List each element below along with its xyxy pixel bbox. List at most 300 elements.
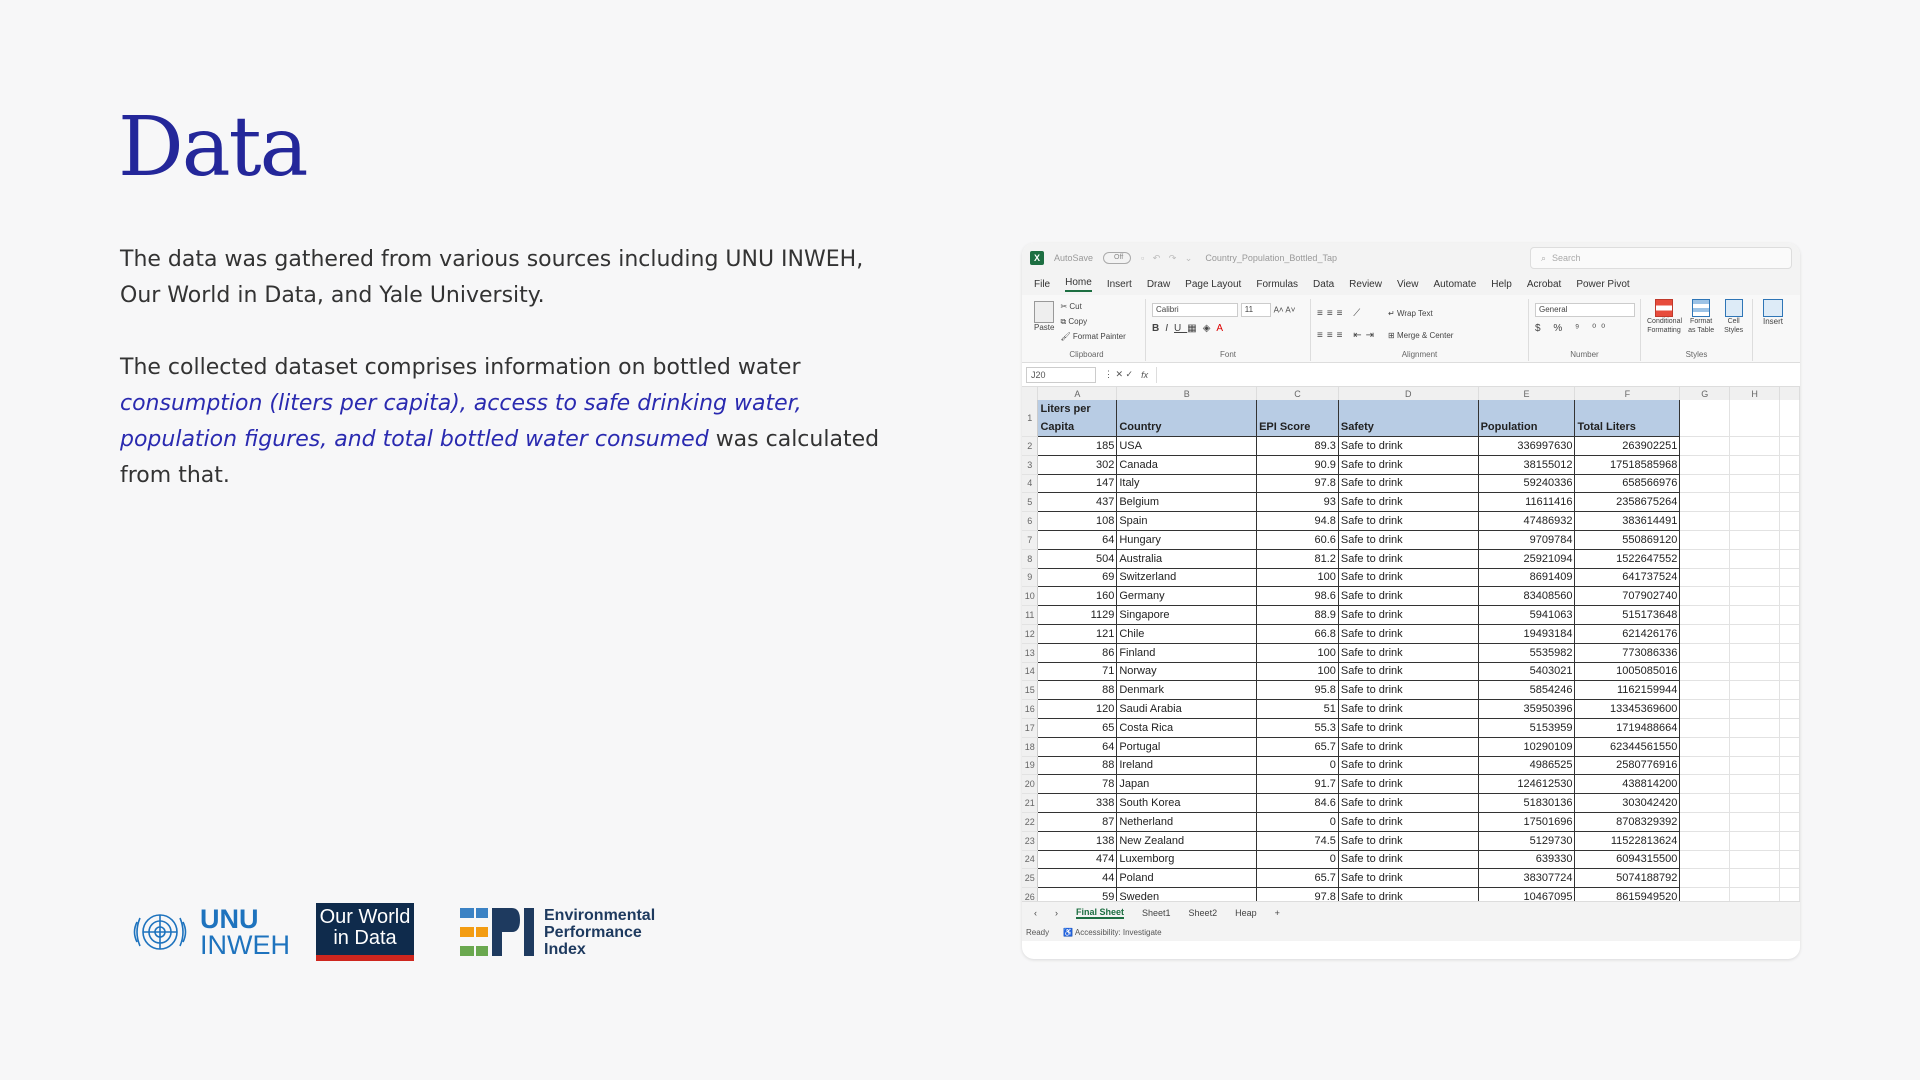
table-cell[interactable]: Hungary (1117, 530, 1257, 549)
table-cell[interactable]: Safe to drink (1338, 794, 1478, 813)
font-color-icon[interactable]: A (1216, 323, 1230, 334)
table-cell[interactable]: Luxemborg (1117, 850, 1257, 869)
empty-cell[interactable] (1730, 606, 1780, 625)
paste-button[interactable] (1034, 299, 1054, 344)
empty-cell[interactable] (1730, 530, 1780, 549)
empty-cell[interactable] (1779, 455, 1799, 474)
empty-cell[interactable] (1730, 474, 1780, 493)
table-cell[interactable]: 66.8 (1257, 624, 1339, 643)
empty-cell[interactable] (1779, 474, 1799, 493)
table-cell[interactable]: 120 (1038, 700, 1117, 719)
empty-cell[interactable] (1779, 718, 1799, 737)
table-cell[interactable]: Safe to drink (1338, 643, 1478, 662)
empty-cell[interactable] (1730, 493, 1780, 512)
row-number[interactable]: 16 (1022, 700, 1038, 719)
table-cell[interactable]: Chile (1117, 624, 1257, 643)
font-format-buttons[interactable] (1152, 323, 1304, 334)
table-cell[interactable]: 90.9 (1257, 455, 1339, 474)
table-cell[interactable]: Safe to drink (1338, 850, 1478, 869)
cancel-icon[interactable]: ⋮ ✕ ✓ (1104, 369, 1134, 379)
empty-cell[interactable] (1730, 794, 1780, 813)
table-cell[interactable]: Switzerland (1117, 568, 1257, 587)
table-cell[interactable]: Norway (1117, 662, 1257, 681)
table-cell[interactable]: Safe to drink (1338, 681, 1478, 700)
font-name-select[interactable]: Calibri (1152, 303, 1238, 317)
autosave-toggle[interactable]: Off (1103, 252, 1131, 264)
table-cell[interactable]: 147 (1038, 474, 1117, 493)
table-cell[interactable]: 55.3 (1257, 718, 1339, 737)
empty-cell[interactable] (1680, 400, 1730, 437)
table-cell[interactable]: 121 (1038, 624, 1117, 643)
table-cell[interactable]: 95.8 (1257, 681, 1339, 700)
table-cell[interactable]: Spain (1117, 512, 1257, 531)
table-cell[interactable]: Safe to drink (1338, 455, 1478, 474)
table-cell[interactable]: 59240336 (1478, 474, 1575, 493)
table-cell[interactable]: 5074188792 (1575, 869, 1680, 888)
table-cell[interactable]: 65.7 (1257, 869, 1339, 888)
empty-cell[interactable] (1730, 437, 1780, 456)
insert-cells-icon[interactable] (1763, 299, 1783, 317)
table-cell[interactable]: 160 (1038, 587, 1117, 606)
column-header-d[interactable]: D (1338, 387, 1478, 400)
row-number[interactable]: 14 (1022, 662, 1038, 681)
table-cell[interactable]: 13345369600 (1575, 700, 1680, 719)
table-cell[interactable]: 69 (1038, 568, 1117, 587)
column-header-b[interactable]: B (1117, 387, 1257, 400)
table-cell[interactable]: Netherland (1117, 812, 1257, 831)
row-number[interactable]: 18 (1022, 737, 1038, 756)
empty-cell[interactable] (1730, 549, 1780, 568)
empty-cell[interactable] (1680, 662, 1730, 681)
table-cell[interactable]: 1129 (1038, 606, 1117, 625)
empty-cell[interactable] (1730, 812, 1780, 831)
search-box[interactable] (1530, 247, 1792, 269)
table-cell[interactable]: 4986525 (1478, 756, 1575, 775)
table-cell[interactable]: Portugal (1117, 737, 1257, 756)
empty-cell[interactable] (1680, 512, 1730, 531)
wrap-text-button[interactable] (1388, 303, 1453, 325)
row-number[interactable]: 23 (1022, 831, 1038, 850)
table-cell[interactable]: 65 (1038, 718, 1117, 737)
table-cell[interactable]: 1522647552 (1575, 549, 1680, 568)
ribbon-tab-acrobat[interactable]: Acrobat (1526, 278, 1562, 290)
table-cell[interactable]: Safe to drink (1338, 530, 1478, 549)
empty-cell[interactable] (1779, 756, 1799, 775)
row-number[interactable]: 4 (1022, 474, 1038, 493)
row-number[interactable]: 1 (1022, 400, 1038, 437)
column-header-e[interactable]: E (1478, 387, 1575, 400)
table-cell[interactable]: 707902740 (1575, 587, 1680, 606)
empty-cell[interactable] (1730, 643, 1780, 662)
empty-cell[interactable] (1730, 662, 1780, 681)
row-number[interactable]: 21 (1022, 794, 1038, 813)
empty-cell[interactable] (1730, 831, 1780, 850)
table-cell[interactable]: 59 (1038, 888, 1117, 901)
sheet-tab-heap[interactable]: Heap (1235, 907, 1257, 918)
table-cell[interactable]: 5535982 (1478, 643, 1575, 662)
table-cell[interactable]: 89.3 (1257, 437, 1339, 456)
table-cell[interactable]: 124612530 (1478, 775, 1575, 794)
row-number[interactable]: 26 (1022, 888, 1038, 901)
empty-cell[interactable] (1680, 831, 1730, 850)
empty-cell[interactable] (1680, 888, 1730, 901)
empty-cell[interactable] (1680, 530, 1730, 549)
table-cell[interactable]: 97.8 (1257, 888, 1339, 901)
table-cell[interactable]: 71 (1038, 662, 1117, 681)
row-number[interactable]: 10 (1022, 587, 1038, 606)
row-number[interactable]: 12 (1022, 624, 1038, 643)
table-cell[interactable]: 86 (1038, 643, 1117, 662)
table-cell[interactable]: 84.6 (1257, 794, 1339, 813)
column-header-g[interactable]: G (1680, 387, 1730, 400)
empty-cell[interactable] (1730, 869, 1780, 888)
table-cell[interactable]: 1719488664 (1575, 718, 1680, 737)
empty-cell[interactable] (1680, 474, 1730, 493)
empty-cell[interactable] (1779, 624, 1799, 643)
empty-cell[interactable] (1779, 587, 1799, 606)
empty-cell[interactable] (1680, 812, 1730, 831)
empty-cell[interactable] (1680, 549, 1730, 568)
table-cell[interactable]: Safe to drink (1338, 756, 1478, 775)
table-cell[interactable]: 2358675264 (1575, 493, 1680, 512)
empty-cell[interactable] (1779, 869, 1799, 888)
table-cell[interactable]: Safe to drink (1338, 474, 1478, 493)
table-cell[interactable]: 773086336 (1575, 643, 1680, 662)
merge-center-button[interactable] (1388, 325, 1453, 347)
table-cell[interactable]: 38307724 (1478, 869, 1575, 888)
row-number[interactable]: 7 (1022, 530, 1038, 549)
table-cell[interactable]: Denmark (1117, 681, 1257, 700)
table-cell[interactable]: Safe to drink (1338, 888, 1478, 901)
empty-cell[interactable] (1730, 681, 1780, 700)
row-number[interactable]: 15 (1022, 681, 1038, 700)
empty-cell[interactable] (1680, 587, 1730, 606)
table-cell[interactable]: 83408560 (1478, 587, 1575, 606)
empty-cell[interactable] (1730, 568, 1780, 587)
bold-icon[interactable]: B (1152, 323, 1166, 334)
empty-cell[interactable] (1779, 681, 1799, 700)
table-cell[interactable]: 8708329392 (1575, 812, 1680, 831)
table-cell[interactable]: Safe to drink (1338, 568, 1478, 587)
empty-cell[interactable] (1680, 493, 1730, 512)
header-cell[interactable]: Safety (1338, 400, 1478, 437)
table-cell[interactable]: 87 (1038, 812, 1117, 831)
table-cell[interactable]: 5941063 (1478, 606, 1575, 625)
ribbon-tab-file[interactable]: File (1034, 278, 1051, 290)
empty-cell[interactable] (1680, 624, 1730, 643)
table-cell[interactable]: 302 (1038, 455, 1117, 474)
table-cell[interactable]: 51 (1257, 700, 1339, 719)
empty-cell[interactable] (1779, 549, 1799, 568)
fx-icon[interactable]: fx (1141, 369, 1149, 380)
empty-cell[interactable] (1779, 493, 1799, 512)
table-cell[interactable]: 621426176 (1575, 624, 1680, 643)
table-cell[interactable]: 78 (1038, 775, 1117, 794)
table-cell[interactable]: 2580776916 (1575, 756, 1680, 775)
italic-icon[interactable]: I (1165, 323, 1175, 334)
empty-cell[interactable] (1779, 831, 1799, 850)
empty-cell[interactable] (1779, 812, 1799, 831)
accessibility-status[interactable] (1063, 928, 1161, 937)
cut-button[interactable] (1060, 299, 1125, 314)
row-number[interactable]: 17 (1022, 718, 1038, 737)
table-cell[interactable]: Safe to drink (1338, 775, 1478, 794)
grow-font-icon[interactable]: A˄ A˅ (1273, 305, 1296, 315)
prev-sheet-icon[interactable]: ‹ (1034, 907, 1037, 918)
ribbon-tab-insert[interactable]: Insert (1106, 278, 1132, 290)
table-cell[interactable]: 5403021 (1478, 662, 1575, 681)
table-cell[interactable]: Canada (1117, 455, 1257, 474)
table-cell[interactable]: 64 (1038, 530, 1117, 549)
table-cell[interactable]: South Korea (1117, 794, 1257, 813)
table-cell[interactable]: 44 (1038, 869, 1117, 888)
table-cell[interactable]: 0 (1257, 756, 1339, 775)
table-cell[interactable]: 17518585968 (1575, 455, 1680, 474)
header-cell[interactable]: Population (1478, 400, 1575, 437)
column-header-a[interactable]: A (1038, 387, 1117, 400)
name-box[interactable]: J20 (1026, 367, 1096, 383)
empty-cell[interactable] (1680, 437, 1730, 456)
table-cell[interactable]: Finland (1117, 643, 1257, 662)
empty-cell[interactable] (1680, 643, 1730, 662)
table-cell[interactable]: 35950396 (1478, 700, 1575, 719)
ribbon-tab-page-layout[interactable]: Page Layout (1185, 278, 1242, 290)
empty-cell[interactable] (1680, 606, 1730, 625)
table-cell[interactable]: 263902251 (1575, 437, 1680, 456)
empty-cell[interactable] (1730, 624, 1780, 643)
table-cell[interactable]: 93 (1257, 493, 1339, 512)
table-cell[interactable]: Safe to drink (1338, 624, 1478, 643)
table-cell[interactable]: Costa Rica (1117, 718, 1257, 737)
table-cell[interactable]: 1162159944 (1575, 681, 1680, 700)
empty-cell[interactable] (1730, 400, 1780, 437)
number-format-select[interactable]: General (1535, 303, 1635, 317)
header-cell[interactable]: EPI Score (1257, 400, 1339, 437)
table-cell[interactable]: USA (1117, 437, 1257, 456)
table-cell[interactable]: 8615949520 (1575, 888, 1680, 901)
table-cell[interactable]: Ireland (1117, 756, 1257, 775)
table-cell[interactable]: Saudi Arabia (1117, 700, 1257, 719)
table-cell[interactable]: 658566976 (1575, 474, 1680, 493)
table-cell[interactable]: 550869120 (1575, 530, 1680, 549)
ribbon-tab-power-pivot[interactable]: Power Pivot (1576, 278, 1630, 290)
table-cell[interactable]: 62344561550 (1575, 737, 1680, 756)
table-cell[interactable]: Safe to drink (1338, 587, 1478, 606)
border-icon[interactable]: ▦ (1187, 323, 1203, 334)
row-number[interactable]: 2 (1022, 437, 1038, 456)
format-painter-button[interactable] (1060, 329, 1125, 344)
table-cell[interactable]: 10467095 (1478, 888, 1575, 901)
sheet-tab-final-sheet[interactable]: Final Sheet (1076, 906, 1125, 917)
empty-cell[interactable] (1730, 888, 1780, 901)
table-cell[interactable]: 19493184 (1478, 624, 1575, 643)
table-cell[interactable]: 100 (1257, 662, 1339, 681)
row-number[interactable]: 9 (1022, 568, 1038, 587)
table-cell[interactable]: 97.8 (1257, 474, 1339, 493)
empty-cell[interactable] (1779, 700, 1799, 719)
column-header-c[interactable]: C (1257, 387, 1339, 400)
table-cell[interactable]: 98.6 (1257, 587, 1339, 606)
quick-access-icons[interactable]: ▫ ↶ ↷ ⌄ (1141, 252, 1196, 263)
table-cell[interactable]: 65.7 (1257, 737, 1339, 756)
table-cell[interactable]: Germany (1117, 587, 1257, 606)
table-cell[interactable]: 11522813624 (1575, 831, 1680, 850)
row-number[interactable]: 20 (1022, 775, 1038, 794)
table-cell[interactable]: Safe to drink (1338, 700, 1478, 719)
row-number[interactable]: 19 (1022, 756, 1038, 775)
empty-cell[interactable] (1730, 756, 1780, 775)
table-cell[interactable]: 91.7 (1257, 775, 1339, 794)
table-cell[interactable]: 185 (1038, 437, 1117, 456)
row-number[interactable]: 3 (1022, 455, 1038, 474)
table-cell[interactable]: New Zealand (1117, 831, 1257, 850)
table-cell[interactable]: 5153959 (1478, 718, 1575, 737)
empty-cell[interactable] (1730, 775, 1780, 794)
empty-cell[interactable] (1779, 662, 1799, 681)
ribbon-tab-data[interactable]: Data (1313, 278, 1335, 290)
table-cell[interactable]: Safe to drink (1338, 869, 1478, 888)
table-cell[interactable]: Belgium (1117, 493, 1257, 512)
column-header-f[interactable]: F (1575, 387, 1680, 400)
empty-cell[interactable] (1730, 850, 1780, 869)
empty-cell[interactable] (1680, 794, 1730, 813)
empty-cell[interactable] (1779, 512, 1799, 531)
number-format-icons[interactable]: $ % ⁹ ⁰⁰ (1535, 323, 1611, 334)
table-cell[interactable]: Sweden (1117, 888, 1257, 901)
ribbon-tab-formulas[interactable]: Formulas (1256, 278, 1299, 290)
table-cell[interactable]: 438814200 (1575, 775, 1680, 794)
ribbon-tab-view[interactable]: View (1396, 278, 1419, 290)
table-cell[interactable]: 64 (1038, 737, 1117, 756)
empty-cell[interactable] (1779, 888, 1799, 901)
table-cell[interactable]: Safe to drink (1338, 437, 1478, 456)
table-cell[interactable]: 437 (1038, 493, 1117, 512)
table-cell[interactable]: 6094315500 (1575, 850, 1680, 869)
empty-cell[interactable] (1730, 718, 1780, 737)
table-cell[interactable]: 11611416 (1478, 493, 1575, 512)
sheet-tab-sheet2[interactable]: Sheet2 (1188, 907, 1218, 918)
row-number[interactable]: 25 (1022, 869, 1038, 888)
empty-cell[interactable] (1779, 737, 1799, 756)
table-cell[interactable]: 74.5 (1257, 831, 1339, 850)
row-number[interactable]: 11 (1022, 606, 1038, 625)
copy-button[interactable] (1060, 314, 1125, 329)
table-cell[interactable]: 108 (1038, 512, 1117, 531)
table-cell[interactable]: 1005085016 (1575, 662, 1680, 681)
table-cell[interactable]: 641737524 (1575, 568, 1680, 587)
table-cell[interactable]: 88.9 (1257, 606, 1339, 625)
table-cell[interactable]: Japan (1117, 775, 1257, 794)
empty-cell[interactable] (1680, 756, 1730, 775)
font-size-select[interactable]: 11 (1241, 303, 1271, 317)
table-cell[interactable]: 100 (1257, 568, 1339, 587)
ribbon-tab-help[interactable]: Help (1491, 278, 1512, 290)
row-number[interactable]: 5 (1022, 493, 1038, 512)
next-sheet-icon[interactable]: › (1055, 907, 1058, 918)
table-cell[interactable]: 51830136 (1478, 794, 1575, 813)
row-number[interactable]: 13 (1022, 643, 1038, 662)
table-cell[interactable]: 88 (1038, 681, 1117, 700)
table-cell[interactable]: 100 (1257, 643, 1339, 662)
row-number[interactable]: 6 (1022, 512, 1038, 531)
empty-cell[interactable] (1779, 775, 1799, 794)
table-cell[interactable]: Poland (1117, 869, 1257, 888)
empty-cell[interactable] (1779, 400, 1799, 437)
empty-cell[interactable] (1779, 606, 1799, 625)
table-cell[interactable]: Safe to drink (1338, 831, 1478, 850)
empty-cell[interactable] (1680, 700, 1730, 719)
empty-cell[interactable] (1730, 455, 1780, 474)
empty-cell[interactable] (1779, 850, 1799, 869)
underline-icon[interactable]: U (1174, 323, 1188, 334)
empty-cell[interactable] (1779, 437, 1799, 456)
table-cell[interactable]: Safe to drink (1338, 662, 1478, 681)
empty-cell[interactable] (1730, 512, 1780, 531)
empty-cell[interactable] (1680, 681, 1730, 700)
table-cell[interactable]: 303042420 (1575, 794, 1680, 813)
row-number[interactable]: 24 (1022, 850, 1038, 869)
add-sheet-icon[interactable]: + (1274, 907, 1280, 918)
table-cell[interactable]: 88 (1038, 756, 1117, 775)
fill-color-icon[interactable]: ◈ (1202, 323, 1217, 334)
row-number[interactable]: 8 (1022, 549, 1038, 568)
empty-cell[interactable] (1779, 568, 1799, 587)
table-cell[interactable]: Safe to drink (1338, 718, 1478, 737)
empty-cell[interactable] (1779, 643, 1799, 662)
empty-cell[interactable] (1730, 737, 1780, 756)
table-cell[interactable]: 338 (1038, 794, 1117, 813)
empty-cell[interactable] (1779, 794, 1799, 813)
table-cell[interactable]: 5129730 (1478, 831, 1575, 850)
table-cell[interactable]: Singapore (1117, 606, 1257, 625)
table-cell[interactable]: Safe to drink (1338, 606, 1478, 625)
sheet-tab-sheet1[interactable]: Sheet1 (1142, 907, 1171, 918)
header-cell[interactable]: Total Liters (1575, 400, 1680, 437)
table-cell[interactable]: 0 (1257, 812, 1339, 831)
table-cell[interactable]: 5854246 (1478, 681, 1575, 700)
table-cell[interactable]: 9709784 (1478, 530, 1575, 549)
header-cell[interactable]: Country (1117, 400, 1257, 437)
empty-cell[interactable] (1730, 700, 1780, 719)
formula-input[interactable] (1156, 367, 1800, 383)
table-cell[interactable]: Safe to drink (1338, 812, 1478, 831)
table-cell[interactable]: 47486932 (1478, 512, 1575, 531)
table-cell[interactable]: 38155012 (1478, 455, 1575, 474)
ribbon-tab-review[interactable]: Review (1349, 278, 1382, 290)
table-cell[interactable]: 81.2 (1257, 549, 1339, 568)
table-cell[interactable]: 10290109 (1478, 737, 1575, 756)
table-cell[interactable]: 0 (1257, 850, 1339, 869)
spreadsheet-grid[interactable] (1022, 387, 1800, 901)
table-cell[interactable]: Safe to drink (1338, 512, 1478, 531)
header-cell[interactable]: Liters per Capita (1038, 400, 1117, 437)
ribbon-tab-automate[interactable]: Automate (1433, 278, 1477, 290)
table-cell[interactable]: Safe to drink (1338, 549, 1478, 568)
table-cell[interactable]: Australia (1117, 549, 1257, 568)
empty-cell[interactable] (1779, 530, 1799, 549)
ribbon-tab-draw[interactable]: Draw (1146, 278, 1171, 290)
empty-cell[interactable] (1680, 568, 1730, 587)
empty-cell[interactable] (1680, 775, 1730, 794)
table-cell[interactable]: 8691409 (1478, 568, 1575, 587)
table-cell[interactable]: 383614491 (1575, 512, 1680, 531)
align-icons[interactable]: ≡≡≡ ⟋ ≡≡≡ ⇤⇥ (1317, 308, 1379, 341)
table-cell[interactable]: 474 (1038, 850, 1117, 869)
empty-cell[interactable] (1680, 455, 1730, 474)
insert-label[interactable]: Insert (1762, 317, 1783, 326)
table-cell[interactable]: 336997630 (1478, 437, 1575, 456)
column-header-h[interactable]: H (1730, 387, 1780, 400)
